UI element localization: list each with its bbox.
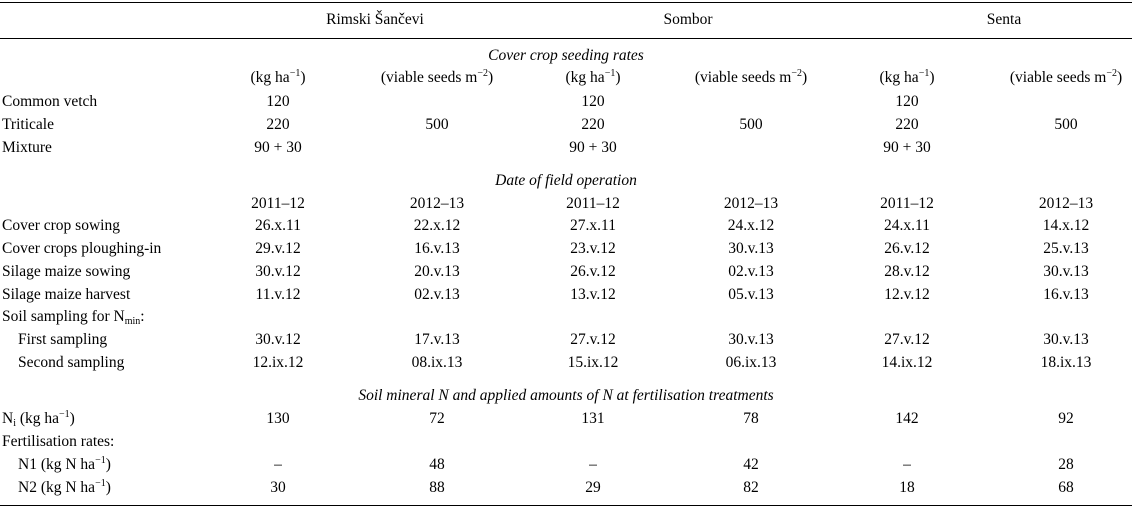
table-cell: 120 <box>581 93 605 110</box>
table-cell: 88 <box>429 479 445 496</box>
table-cell: 16.v.13 <box>1043 286 1089 303</box>
section-title-dates: Date of field operation <box>495 172 637 189</box>
table-cell: 78 <box>743 410 759 427</box>
table-cell: 90 + 30 <box>883 139 931 156</box>
table-cell: 30.v.13 <box>728 331 774 348</box>
table-cell: 26.v.12 <box>884 240 930 257</box>
year-header: 2012–13 <box>1038 195 1094 212</box>
unit-kg-ha: (kg $ha^{-1}$) <box>879 68 935 86</box>
table-cell: 28 <box>1058 456 1074 473</box>
row-label: Common vetch <box>2 93 98 110</box>
row-label: Mixture <box>2 139 52 156</box>
table-cell: 20.v.13 <box>414 263 460 280</box>
table-cell: 82 <box>743 479 759 496</box>
row-label-fert: N2 (kg N $ha^{-1}$) <box>18 478 111 496</box>
table-cell: 30.v.12 <box>255 263 301 280</box>
unit-kg-ha: (kg $ha^{-1}$) <box>565 68 621 86</box>
year-header: 2012–13 <box>723 195 779 212</box>
table-cell: 30.v.13 <box>1043 331 1089 348</box>
site-header-rimski: Rimski Šančevi <box>326 11 424 28</box>
table-cell: 17.v.13 <box>414 331 460 348</box>
table-cell: 500 <box>739 116 763 133</box>
table-cell: 22.x.12 <box>413 217 461 234</box>
table-cell: 14.x.12 <box>1042 217 1090 234</box>
site-header-senta: Senta <box>986 11 1022 28</box>
table-cell: 90 + 30 <box>254 139 302 156</box>
table-cell: 131 <box>581 410 605 427</box>
year-header: 2011–12 <box>566 195 620 212</box>
table-cell: 30.v.13 <box>728 240 774 257</box>
table-cell: 11.v.12 <box>255 286 301 303</box>
table-cell: 12.ix.12 <box>252 354 304 371</box>
row-label: Silage maize harvest <box>2 286 131 303</box>
table-cell: 02.v.13 <box>728 263 774 280</box>
table-cell: 27.v.12 <box>884 331 930 348</box>
row-label: Cover crop sowing <box>2 217 120 234</box>
table-cell: 25.v.13 <box>1043 240 1089 257</box>
table-cell: 220 <box>895 116 919 133</box>
site-header-sombor: Sombor <box>663 11 713 28</box>
table-cell: 14.ix.12 <box>881 354 933 371</box>
table-cell: 30.v.12 <box>255 331 301 348</box>
table-cell: 05.v.13 <box>728 286 774 303</box>
table-cell: 26.x.11 <box>255 217 301 234</box>
row-label-soil-sampling: Soil sampling for $N_{min}$: <box>2 308 145 327</box>
bottom-rule <box>0 505 1132 506</box>
row-label-ni: $N_i$ (kg $ha^{-1}$) <box>2 409 75 429</box>
table-cell: 18 <box>899 479 915 496</box>
row-label: First sampling <box>18 331 108 348</box>
table-cell: 18.ix.13 <box>1040 354 1092 371</box>
table-cell: 13.v.12 <box>570 286 616 303</box>
table-cell: 68 <box>1058 479 1074 496</box>
section-title-nitrogen: Soil mineral N and applied amounts of N at fertilisation treatments <box>358 387 774 404</box>
table-cell: 142 <box>895 410 919 427</box>
table-cell: – <box>274 456 282 473</box>
table-cell: 29 <box>585 479 601 496</box>
table-cell: 120 <box>895 93 919 110</box>
table-cell: 27.v.12 <box>570 331 616 348</box>
table-cell: 27.x.11 <box>570 217 616 234</box>
section-title-seeding: Cover crop seeding rates <box>488 47 644 64</box>
table-cell: 16.v.13 <box>414 240 460 257</box>
row-label-fert: N1 (kg N $ha^{-1}$) <box>18 455 111 473</box>
header-rule <box>0 38 1132 39</box>
year-header: 2012–13 <box>409 195 465 212</box>
table-cell: 08.ix.13 <box>411 354 463 371</box>
row-label: Silage maize sowing <box>2 263 131 280</box>
unit-viable-seeds: (viable seeds $m^{-2}$) <box>694 68 808 86</box>
table-cell: 500 <box>425 116 449 133</box>
table-cell: – <box>589 456 597 473</box>
table-cell: 220 <box>581 116 605 133</box>
unit-viable-seeds: (viable seeds $m^{-2}$) <box>380 68 494 86</box>
row-label-fertilisation: Fertilisation rates: <box>2 433 115 450</box>
table-cell: 42 <box>743 456 759 473</box>
table-cell: 15.ix.12 <box>567 354 619 371</box>
table-cell: 72 <box>429 410 445 427</box>
top-rule <box>0 2 1132 3</box>
table-cell: 23.v.12 <box>570 240 616 257</box>
unit-viable-seeds: (viable seeds $m^{-2}$) <box>1009 68 1123 86</box>
table-cell: 26.v.12 <box>570 263 616 280</box>
year-header: 2011–12 <box>251 195 305 212</box>
table-cell: 12.v.12 <box>884 286 930 303</box>
row-label: Triticale <box>2 116 54 133</box>
table-cell: 120 <box>266 93 290 110</box>
table-cell: 28.v.12 <box>884 263 930 280</box>
table-cell: 30.v.13 <box>1043 263 1089 280</box>
table-cell: 130 <box>266 410 290 427</box>
table-cell: 24.x.11 <box>884 217 930 234</box>
row-label: Cover crops ploughing-in <box>2 240 162 257</box>
table-cell: 06.ix.13 <box>725 354 777 371</box>
table-cell: 220 <box>266 116 290 133</box>
table-cell: – <box>903 456 911 473</box>
table-cell: 90 + 30 <box>569 139 617 156</box>
table-cell: 24.x.12 <box>727 217 775 234</box>
table-cell: 48 <box>429 456 445 473</box>
row-label: Second sampling <box>18 354 125 371</box>
table-cell: 500 <box>1054 116 1078 133</box>
table-cell: 30 <box>270 479 286 496</box>
unit-kg-ha: (kg $ha^{-1}$) <box>250 68 306 86</box>
year-header: 2011–12 <box>880 195 934 212</box>
table-cell: 29.v.12 <box>255 240 301 257</box>
table-cell: 92 <box>1058 410 1074 427</box>
table-cell: 02.v.13 <box>414 286 460 303</box>
